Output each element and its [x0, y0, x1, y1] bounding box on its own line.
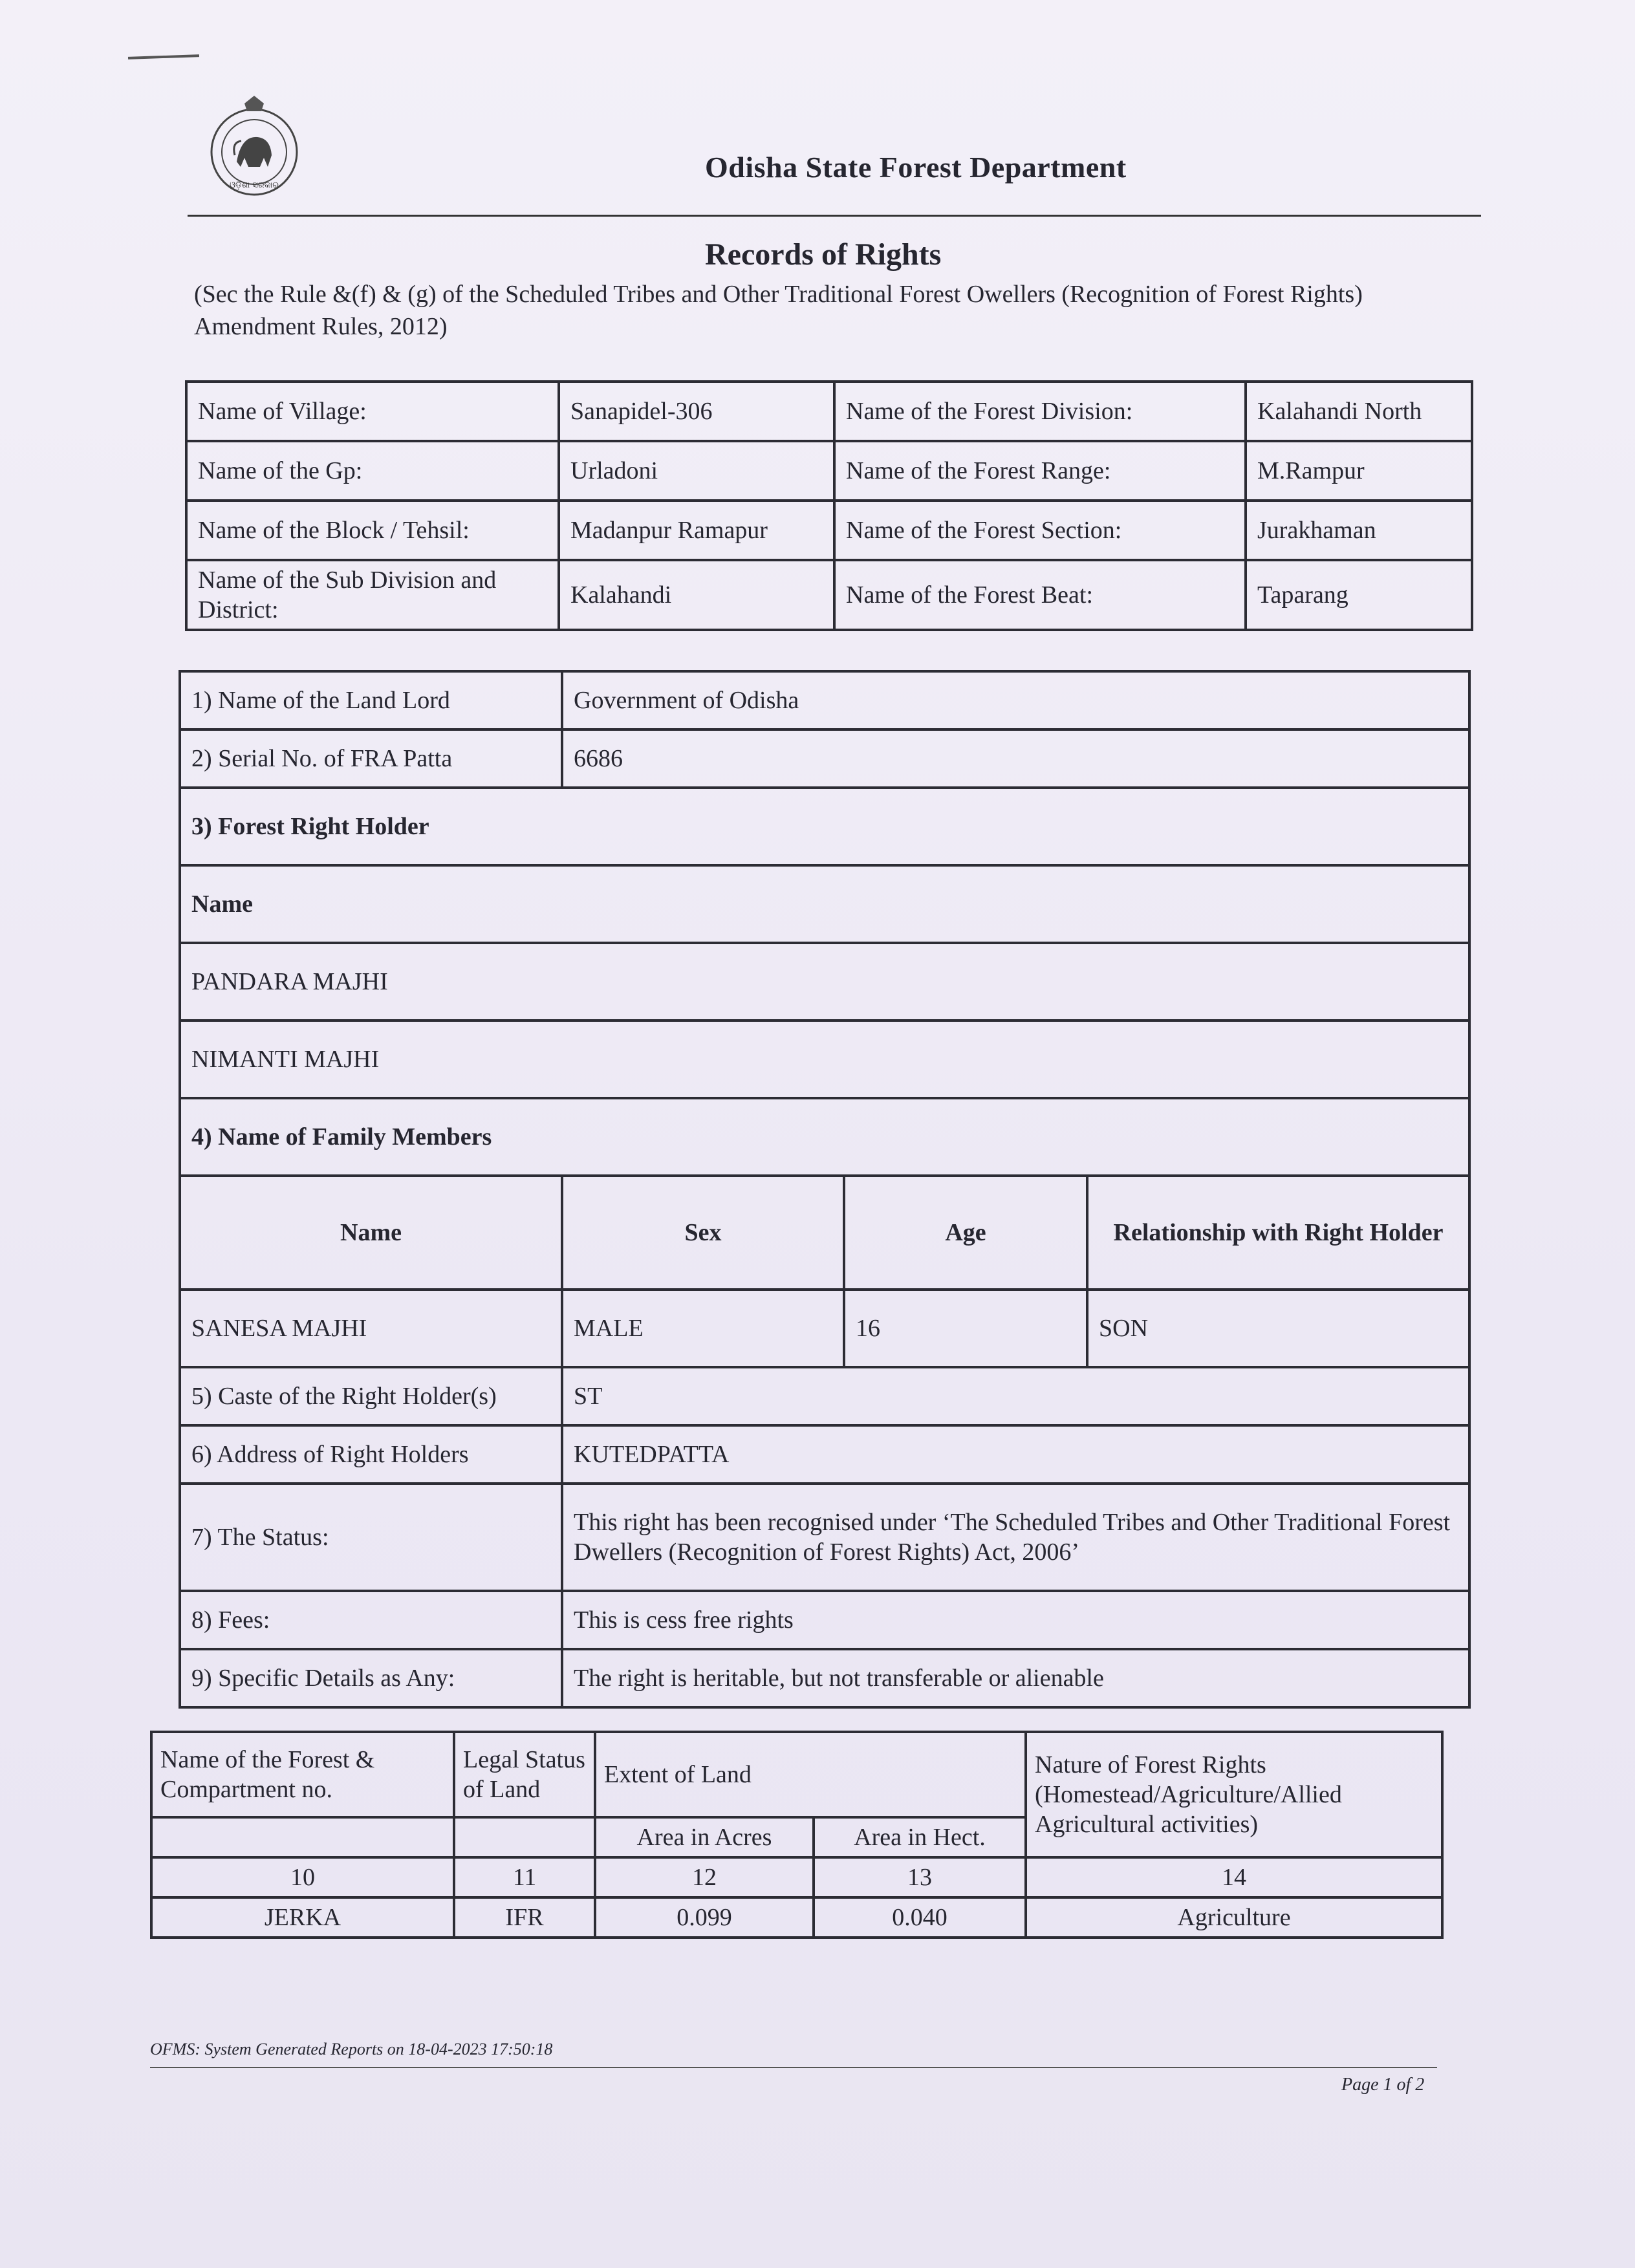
nature-of-rights: Agriculture — [1026, 1897, 1442, 1938]
table-row — [180, 1098, 1469, 1176]
area-hect: 0.040 — [814, 1897, 1026, 1938]
table-row — [151, 1732, 1442, 1817]
family-member-name: SANESA MAJHI — [180, 1290, 562, 1367]
col-legal-status: Legal Status of Land — [454, 1732, 595, 1817]
table-row — [180, 1367, 1469, 1425]
col-nature: Nature of Forest Rights (Homestead/Agriculture/Allied Agricultural activities) — [1026, 1732, 1442, 1857]
legal-status: IFR — [454, 1897, 595, 1938]
family-member-relationship: SON — [1087, 1290, 1469, 1367]
col-number: 12 — [595, 1857, 814, 1897]
subdivision-label: Name of the Sub Division and District: — [186, 560, 559, 630]
header-divider — [188, 215, 1481, 217]
table-row — [180, 943, 1469, 1021]
status-value: This right has been recognised under ‘The Scheduled Tribes and Other Traditional Forest Dwellers (Recognition of Forest Rights) Act, 2006’ — [562, 1484, 1469, 1591]
family-col-age: Age — [844, 1176, 1087, 1290]
gp-label: Name of the Gp: — [186, 441, 559, 501]
table-row — [180, 1484, 1469, 1591]
subdivision-value: Kalahandi — [559, 560, 834, 630]
block-label: Name of the Block / Tehsil: — [186, 501, 559, 560]
forest-section-value: Jurakhaman — [1246, 501, 1472, 560]
empty-cell — [454, 1817, 595, 1857]
landlord-value: Government of Odisha — [562, 671, 1469, 729]
family-heading: 4) Name of Family Members — [180, 1098, 1469, 1176]
col-forest-compartment: Name of the Forest & Compartment no. — [151, 1732, 454, 1817]
caste-value: ST — [562, 1367, 1469, 1425]
land-extent-table — [150, 1731, 1444, 1939]
col-area-acres: Area in Acres — [595, 1817, 814, 1857]
table-row — [180, 729, 1469, 788]
table-row — [151, 1857, 1442, 1897]
address-label: 6) Address of Right Holders — [180, 1425, 562, 1484]
rule-reference: (Sec the Rule &(f) & (g) of the Scheduled Tribes and Other Traditional Forest Owellers (Recognition of Forest Rights) Amendment Rules, 2012) — [194, 281, 1363, 340]
forest-beat-label: Name of the Forest Beat: — [834, 560, 1246, 630]
forest-division-label: Name of the Forest Division: — [834, 382, 1246, 441]
table-row — [151, 1897, 1442, 1938]
specific-label: 9) Specific Details as Any: — [180, 1649, 562, 1707]
footer-divider — [150, 2067, 1437, 2068]
table-row — [180, 1591, 1469, 1649]
status-label: 7) The Status: — [180, 1484, 562, 1591]
table-row — [180, 1176, 1469, 1290]
table-row — [180, 1021, 1469, 1098]
col-number: 11 — [454, 1857, 595, 1897]
holder-name: NIMANTI MAJHI — [180, 1021, 1469, 1098]
table-row — [180, 1425, 1469, 1484]
table-row — [180, 788, 1469, 865]
serial-label: 2) Serial No. of FRA Patta — [180, 729, 562, 788]
fees-label: 8) Fees: — [180, 1591, 562, 1649]
table-row — [186, 441, 1472, 501]
address-value: KUTEDPATTA — [562, 1425, 1469, 1484]
table-row — [180, 671, 1469, 729]
family-member-age: 16 — [844, 1290, 1087, 1367]
serial-value: 6686 — [562, 729, 1469, 788]
family-col-sex: Sex — [562, 1176, 844, 1290]
col-extent: Extent of Land — [595, 1732, 1026, 1817]
holder-name: PANDARA MAJHI — [180, 943, 1469, 1021]
table-row — [186, 501, 1472, 560]
table-row — [186, 560, 1472, 630]
block-value: Madanpur Ramapur — [559, 501, 834, 560]
family-col-relationship: Relationship with Right Holder — [1087, 1176, 1469, 1290]
forest-division-value: Kalahandi North — [1246, 382, 1472, 441]
location-table — [185, 380, 1473, 631]
fees-value: This is cess free rights — [562, 1591, 1469, 1649]
table-row — [180, 1290, 1469, 1367]
caste-label: 5) Caste of the Right Holder(s) — [180, 1367, 562, 1425]
landlord-label: 1) Name of the Land Lord — [180, 671, 562, 729]
holder-name-heading: Name — [180, 865, 1469, 943]
col-area-hect: Area in Hect. — [814, 1817, 1026, 1857]
table-row — [180, 865, 1469, 943]
col-number: 10 — [151, 1857, 454, 1897]
holder-heading: 3) Forest Right Holder — [180, 788, 1469, 865]
village-value: Sanapidel-306 — [559, 382, 834, 441]
specific-value: The right is heritable, but not transferable or alienable — [562, 1649, 1469, 1707]
forest-section-label: Name of the Forest Section: — [834, 501, 1246, 560]
forest-range-label: Name of the Forest Range: — [834, 441, 1246, 501]
gp-value: Urladoni — [559, 441, 834, 501]
rights-details-table — [179, 670, 1471, 1709]
page-number: Page 1 of 2 — [1341, 2075, 1425, 2095]
table-row — [186, 382, 1472, 441]
forest-beat-value: Taparang — [1246, 560, 1472, 630]
forest-name: JERKA — [151, 1897, 454, 1938]
svg-text:ଓଡ଼ିଶା ସରକାର: ଓଡ଼ିଶା ସରକାର — [229, 180, 279, 190]
empty-cell — [151, 1817, 454, 1857]
department-title: Odisha State Forest Department — [705, 151, 1127, 184]
pen-mark — [128, 54, 199, 59]
col-number: 13 — [814, 1857, 1026, 1897]
family-col-name: Name — [180, 1176, 562, 1290]
family-member-sex: MALE — [562, 1290, 844, 1367]
odisha-emblem-icon — [206, 91, 303, 200]
table-row — [180, 1649, 1469, 1707]
generated-timestamp: OFMS: System Generated Reports on 18-04-2023 17:50:18 — [150, 2040, 553, 2058]
forest-range-value: M.Rampur — [1246, 441, 1472, 501]
col-number: 14 — [1026, 1857, 1442, 1897]
area-acres: 0.099 — [595, 1897, 814, 1938]
village-label: Name of Village: — [186, 382, 559, 441]
document-title: Records of Rights — [705, 237, 942, 272]
